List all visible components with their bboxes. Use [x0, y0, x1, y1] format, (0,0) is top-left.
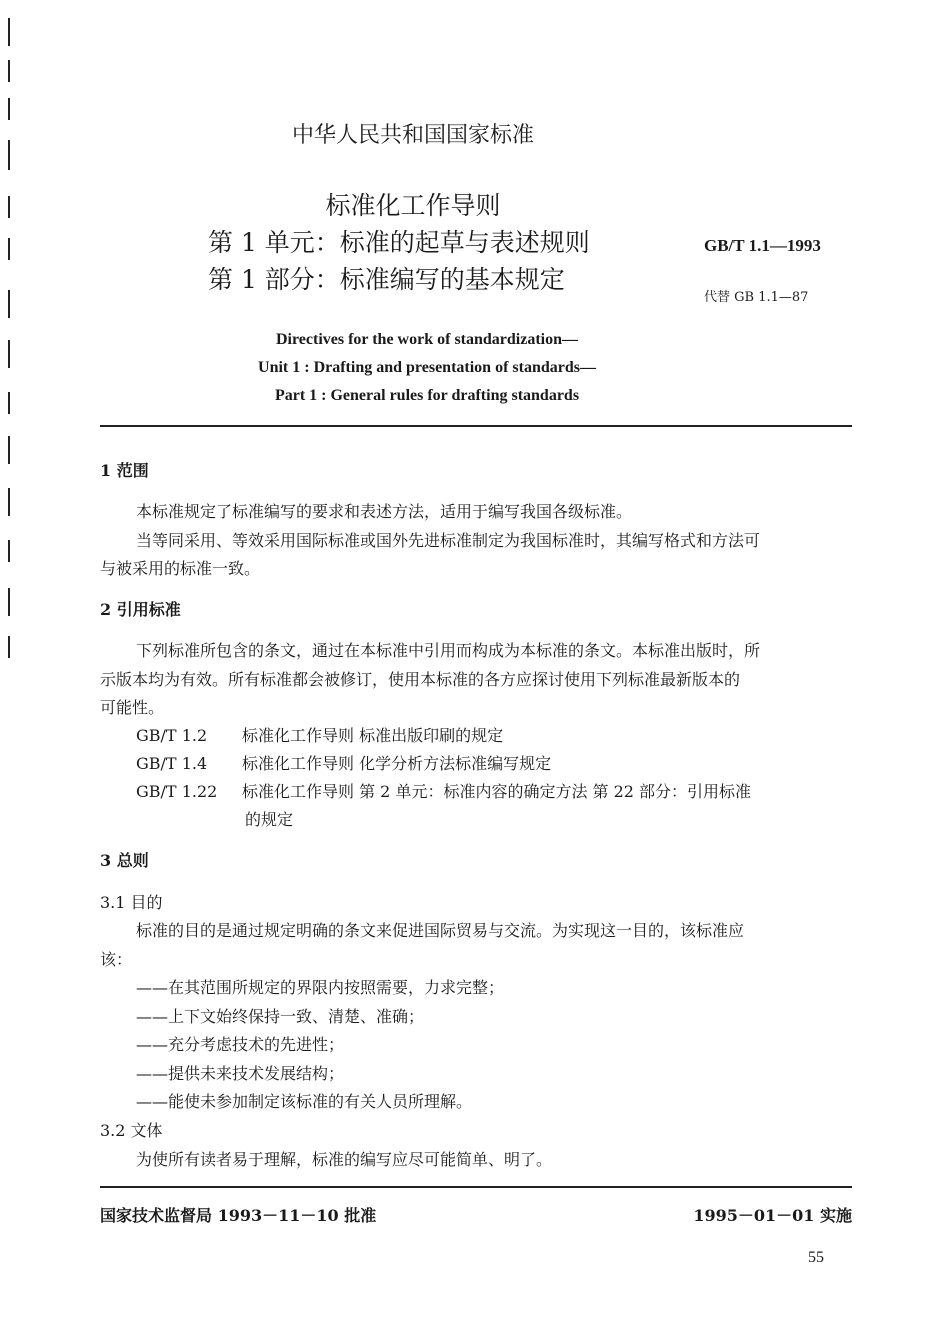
- effective-date: 1995－01－01 实施: [693, 1206, 852, 1225]
- section-1-heading: 1 范围: [100, 461, 149, 480]
- section-3-2-heading: 3.2 文体: [100, 1121, 163, 1140]
- section-3-1-paragraph-cont: 该：: [100, 950, 133, 969]
- section-3-2-paragraph: 为使所有读者易于理解，标准的编写应尽可能简单、明了。: [136, 1150, 553, 1169]
- reference-item: [136, 751, 551, 774]
- scan-artifact-line: [8, 488, 10, 516]
- reference-item: [136, 779, 751, 802]
- list-item: ——在其范围所规定的界限内按照需要，力求完整；: [136, 978, 505, 997]
- scan-artifact-line: [8, 196, 10, 218]
- scan-artifact-line: [8, 636, 10, 658]
- country-standard-heading: 中华人民共和国国家标准: [291, 123, 534, 148]
- section-2-paragraph: 下列标准所包含的条文，通过在本标准中引用而构成为本标准的条文。本标准出版时，所: [136, 641, 761, 660]
- section-1-paragraph-2-cont: 与被采用的标准一致。: [100, 559, 261, 578]
- footer-divider: [100, 1186, 852, 1188]
- section-3-1-heading: 3.1 目的: [100, 893, 163, 912]
- scan-artifact-line: [8, 60, 10, 82]
- scan-artifact-line: [8, 588, 10, 616]
- list-item: ——提供未来技术发展结构；: [136, 1064, 345, 1083]
- scan-artifact-line: [8, 98, 10, 120]
- reference-item: [136, 723, 503, 746]
- page-number: 55: [808, 1249, 824, 1266]
- reference-code: GB/T 1.2: [136, 726, 208, 745]
- section-2-paragraph-cont-1: 示版本均为有效。所有标准都会被修订，使用本标准的各方应探讨使用下列标准最新版本的: [100, 670, 741, 689]
- scan-artifact-line: [8, 18, 10, 46]
- reference-title: 标准化工作导则 标准出版印刷的规定: [242, 726, 504, 745]
- section-2-heading: 2 引用标准: [100, 600, 181, 619]
- reference-title: 标准化工作导则 化学分析方法标准编写规定: [242, 754, 552, 773]
- section-3-1-paragraph: 标准的目的是通过规定明确的条文来促进国际贸易与交流。为实现这一目的，该标准应: [136, 921, 745, 940]
- title-line-3: 第 1 部分：标准编写的基本规定: [208, 265, 565, 294]
- english-title-line-3: Part 1 : General rules for drafting standards: [274, 387, 580, 404]
- reference-code: GB/T 1.22: [136, 782, 218, 801]
- section-1-paragraph-2: 当等同采用、等效采用国际标准或国外先进标准制定为我国标准时，其编写格式和方法可: [136, 531, 761, 550]
- scan-artifact-line: [8, 238, 10, 260]
- title-line-1: 标准化工作导则: [325, 191, 501, 220]
- section-2-paragraph-cont-2: 可能性。: [100, 698, 165, 717]
- list-item: ——能使未参加制定该标准的有关人员所理解。: [136, 1092, 473, 1111]
- header-divider: [100, 425, 852, 427]
- approval-note: 国家技术监督局 1993－11－10 批准: [100, 1206, 377, 1225]
- english-title-line-2: Unit 1 : Drafting and presentation of standards—: [258, 359, 596, 376]
- scan-artifact-line: [8, 540, 10, 562]
- english-title-line-1: Directives for the work of standardization—: [275, 331, 579, 348]
- section-1-paragraph-1: 本标准规定了标准编写的要求和表述方法，适用于编写我国各级标准。: [136, 502, 633, 521]
- scan-artifact-line: [8, 290, 10, 318]
- section-3-heading: 3 总则: [100, 851, 149, 870]
- standard-code: GB/T 1.1—1993: [704, 236, 821, 255]
- list-item: ——充分考虑技术的先进性；: [136, 1035, 345, 1054]
- reference-title: 标准化工作导则 第 2 单元：标准内容的确定方法 第 22 部分：引用标准: [242, 782, 752, 801]
- title-line-2: 第 1 单元：标准的起草与表述规则: [208, 228, 590, 257]
- scan-artifact-line: [8, 436, 10, 464]
- reference-item-cont: 的规定: [245, 810, 294, 829]
- replaces-note: 代替 GB 1.1—87: [704, 290, 809, 305]
- reference-code: GB/T 1.4: [136, 754, 208, 773]
- list-item: ——上下文始终保持一致、清楚、准确；: [136, 1007, 425, 1026]
